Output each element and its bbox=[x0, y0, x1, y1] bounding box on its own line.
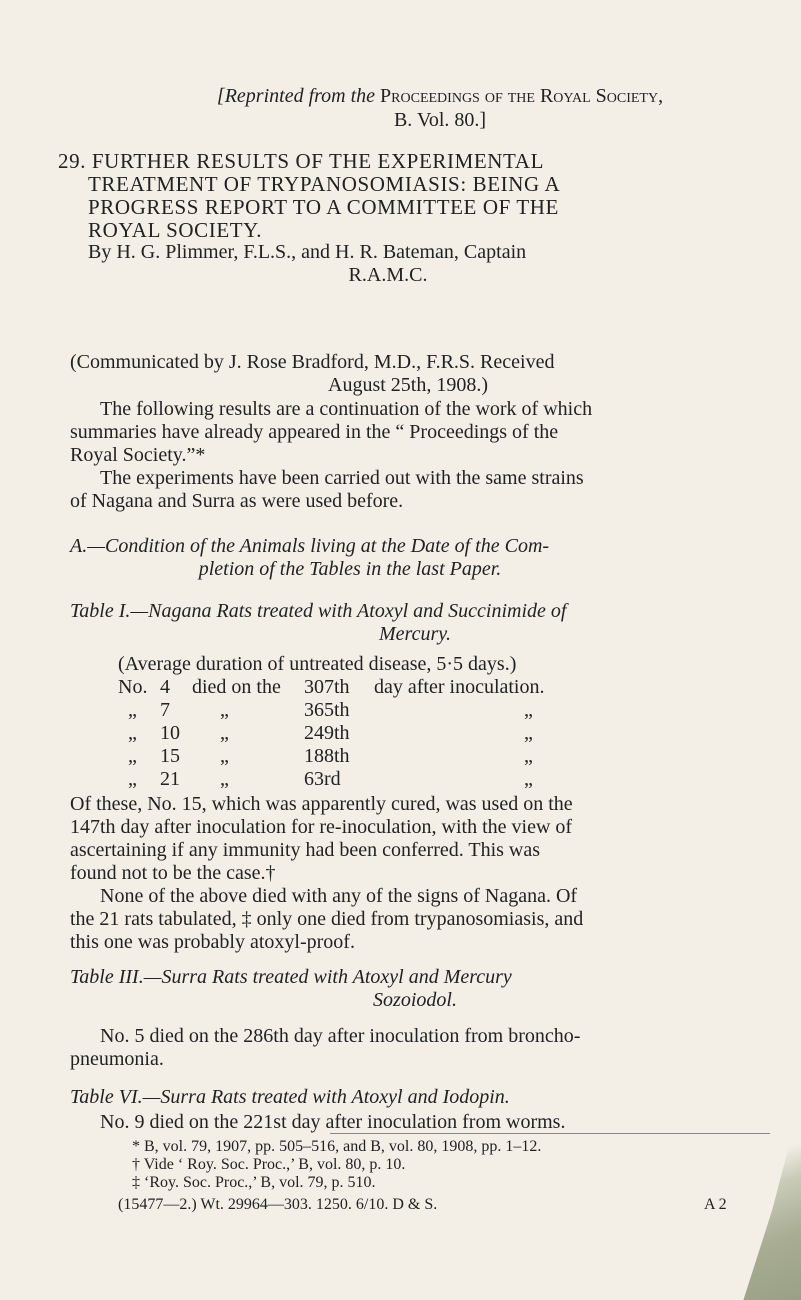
text-line: None of the above died with any of the signs of Nagana. Of bbox=[100, 885, 578, 907]
text-line: Of these, No. 15, which was apparently cured, was used on the bbox=[70, 793, 573, 815]
table-1-commentary bbox=[70, 793, 760, 954]
byline-line: By H. G. Plimmer, F.L.S., and H. R. Bateman, Captain bbox=[88, 241, 527, 263]
text-line: Table I.—Nagana Rats treated with Atoxyl and Succinimide of bbox=[70, 600, 567, 622]
table-1-heading bbox=[70, 600, 760, 646]
text-line: No. 5 died on the 286th day after inoculation from broncho- bbox=[100, 1025, 581, 1047]
title-line: TREATMENT OF TRYPANOSOMIASIS: BEING A bbox=[88, 172, 561, 196]
text-line: of Nagana and Surra as were used before. bbox=[70, 490, 404, 512]
text-line: A.—Condition of the Animals living at the Date of the Com- bbox=[70, 535, 550, 557]
table-3-heading bbox=[70, 966, 760, 1012]
communicated-line: August 25th, 1908.) bbox=[328, 374, 488, 396]
text-line: this one was probably atoxyl-proof. bbox=[70, 931, 355, 953]
printer-imprint: (15477—2.) Wt. 29964—303. 1250. 6/10. D & S. bbox=[118, 1196, 438, 1213]
section-a-heading bbox=[70, 535, 760, 581]
list-item: „ 10 „ 249th „ bbox=[128, 722, 533, 744]
list-item: „ 7 „ 365th „ bbox=[128, 699, 533, 721]
text-line: pneumonia. bbox=[70, 1048, 164, 1070]
communicated-note bbox=[70, 351, 768, 397]
paper-title bbox=[58, 150, 560, 242]
footnote: * B, vol. 79, 1907, pp. 505–516, and B, vol. 80, 1908, pp. 1–12. bbox=[132, 1138, 542, 1155]
title-line: PROGRESS REPORT TO A COMMITTEE OF THE bbox=[88, 195, 559, 219]
title-line: 29. FURTHER RESULTS OF THE EXPERIMENTAL bbox=[58, 149, 544, 173]
table-3-text bbox=[70, 1025, 760, 1071]
reprint-volume: B. Vol. 80.] bbox=[393, 109, 487, 131]
intro-paragraph bbox=[70, 398, 760, 513]
text-line: the 21 rats tabulated, ‡ only one died from trypanosomiasis, and bbox=[70, 908, 584, 930]
list-item: „ 21 „ 63rd „ bbox=[128, 768, 533, 790]
signature-mark: A 2 bbox=[704, 1196, 727, 1213]
footnotes bbox=[132, 1138, 541, 1192]
list-item: „ 15 „ 188th „ bbox=[128, 745, 533, 767]
text-line: found not to be the case.† bbox=[70, 862, 276, 884]
text-line: Table III.—Surra Rats treated with Atoxyl and Mercury bbox=[70, 966, 512, 988]
reprint-lead: [Reprinted from the bbox=[216, 85, 376, 107]
footnote: † Vide ‘ Roy. Soc. Proc.,’ B, vol. 80, p. 10. bbox=[132, 1156, 406, 1173]
text-line: ascertaining if any immunity had been conferred. This was bbox=[70, 839, 541, 861]
reprint-journal: Proceedings of the Royal Society, bbox=[380, 85, 664, 107]
table-6-text: No. 9 died on the 221st day after inoculation from worms. bbox=[100, 1111, 566, 1133]
text-line: Mercury. bbox=[378, 623, 451, 645]
text-line: pletion of the Tables in the last Paper. bbox=[198, 558, 502, 580]
table-6-heading: Table VI.—Surra Rats treated with Atoxyl and Iodopin. bbox=[70, 1086, 510, 1108]
text-line: summaries have already appeared in the “ Proceedings of the bbox=[70, 421, 559, 443]
footnote: ‡ ‘Roy. Soc. Proc.,’ B, vol. 79, p. 510. bbox=[132, 1174, 376, 1191]
text-line: Sozoiodol. bbox=[373, 989, 457, 1011]
communicated-line: (Communicated by J. Rose Bradford, M.D., F.R.S. Received bbox=[70, 351, 555, 373]
text-line: The experiments have been carried out with the same strains bbox=[100, 467, 584, 489]
byline bbox=[88, 241, 768, 287]
footnote-rule bbox=[330, 1133, 770, 1134]
list-item: No. 4 died on the 307th day after inoculation. bbox=[118, 676, 545, 698]
text-line: 147th day after inoculation for re-inoculation, with the view of bbox=[70, 816, 573, 838]
text-line: The following results are a continuation of the work of which bbox=[100, 398, 593, 420]
text-line: Royal Society.”* bbox=[70, 444, 206, 466]
byline-line: R.A.M.C. bbox=[348, 264, 428, 286]
title-line: ROYAL SOCIETY. bbox=[88, 218, 263, 242]
reprint-header bbox=[120, 84, 760, 132]
average-duration: (Average duration of untreated disease, 5·5 days.) bbox=[118, 653, 517, 675]
